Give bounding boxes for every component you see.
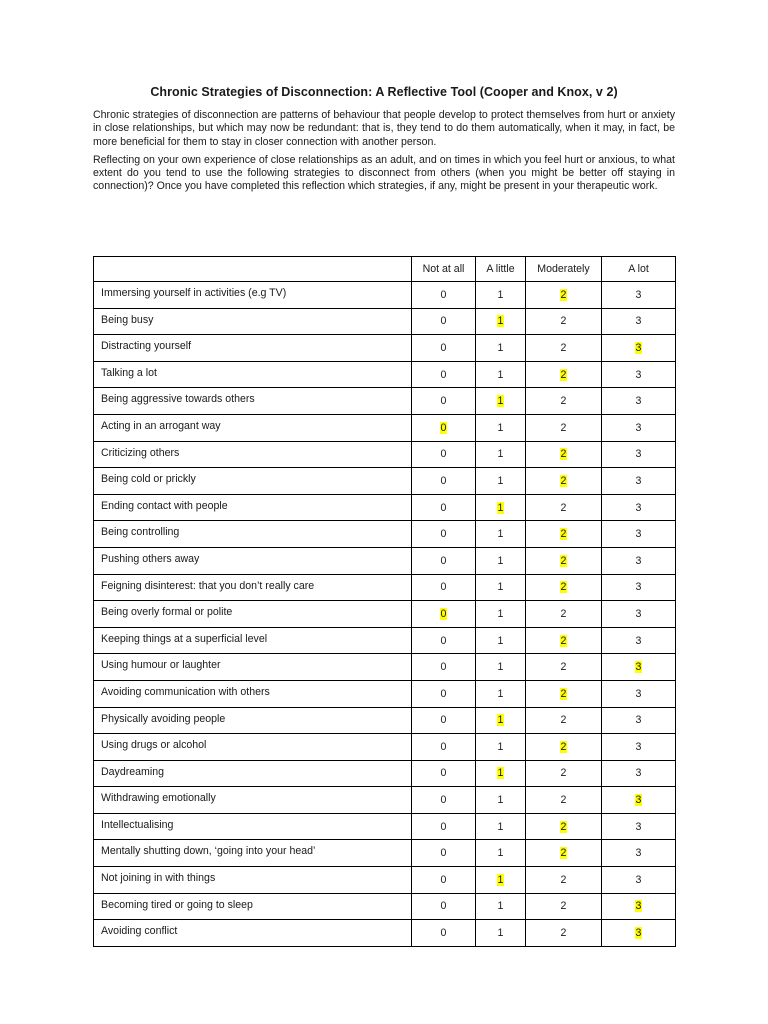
- rating-value: 1: [497, 900, 504, 913]
- rating-cell[interactable]: [602, 521, 676, 548]
- rating-value-selected: 3: [635, 927, 642, 940]
- rating-cell[interactable]: [476, 308, 526, 335]
- rating-cell[interactable]: [526, 574, 602, 601]
- rating-value: 2: [560, 714, 567, 727]
- rating-value-selected: 2: [560, 634, 567, 647]
- rating-cell[interactable]: [412, 813, 476, 840]
- table-header-row: [94, 257, 676, 282]
- rating-value: 2: [560, 927, 567, 940]
- rating-cell[interactable]: [476, 867, 526, 894]
- rating-value: 0: [440, 288, 447, 301]
- rating-cell[interactable]: [476, 494, 526, 521]
- rating-value: 3: [635, 368, 642, 381]
- table-row: [94, 867, 676, 894]
- table-row: [94, 468, 676, 495]
- table-row: [94, 734, 676, 761]
- rating-value-selected: 1: [497, 714, 504, 727]
- rating-value: 0: [440, 634, 447, 647]
- rating-cell[interactable]: [526, 282, 602, 309]
- header-a-little: A little: [476, 257, 526, 282]
- rating-value: 3: [635, 421, 642, 434]
- strategy-label: Not joining in with things: [94, 867, 412, 894]
- rating-cell[interactable]: [476, 601, 526, 628]
- rating-value: 3: [635, 820, 642, 833]
- rating-value-selected: 2: [560, 687, 567, 700]
- rating-value: 2: [560, 341, 567, 354]
- rating-cell[interactable]: [602, 734, 676, 761]
- rating-value-selected: 2: [560, 740, 567, 753]
- rating-value: 0: [440, 820, 447, 833]
- rating-value-selected: 1: [497, 315, 504, 328]
- rating-cell[interactable]: [526, 494, 602, 521]
- rating-value: 0: [440, 554, 447, 567]
- rating-value: 0: [440, 501, 447, 514]
- rating-value: 0: [440, 714, 447, 727]
- rating-value-selected: 1: [497, 501, 504, 514]
- header-strategy: [94, 257, 412, 282]
- rating-value-selected: 3: [635, 341, 642, 354]
- rating-value: 0: [440, 315, 447, 328]
- rating-cell[interactable]: [602, 787, 676, 814]
- rating-value-selected: 0: [440, 607, 447, 620]
- rating-value-selected: 2: [560, 581, 567, 594]
- rating-cell[interactable]: [602, 760, 676, 787]
- table-row: [94, 547, 676, 574]
- rating-value-selected: 1: [497, 767, 504, 780]
- strategy-label: Ending contact with people: [94, 494, 412, 521]
- rating-value: 3: [635, 873, 642, 886]
- rating-cell[interactable]: [602, 468, 676, 495]
- rating-value: 1: [497, 448, 504, 461]
- strategy-label: Acting in an arrogant way: [94, 414, 412, 441]
- rating-cell[interactable]: [602, 920, 676, 947]
- table-row: [94, 414, 676, 441]
- rating-value: 3: [635, 528, 642, 541]
- strategy-label: Avoiding conflict: [94, 920, 412, 947]
- rating-cell[interactable]: [526, 787, 602, 814]
- rating-cell[interactable]: [476, 388, 526, 415]
- rating-value: 3: [635, 634, 642, 647]
- table-row: [94, 893, 676, 920]
- rating-value: 1: [497, 634, 504, 647]
- table-row: [94, 335, 676, 362]
- rating-value: 3: [635, 581, 642, 594]
- strategy-label: Using drugs or alcohol: [94, 734, 412, 761]
- rating-cell[interactable]: [412, 521, 476, 548]
- rating-cell[interactable]: [412, 893, 476, 920]
- strategy-label: Avoiding communication with others: [94, 680, 412, 707]
- table-row: [94, 813, 676, 840]
- rating-value: 3: [635, 288, 642, 301]
- rating-cell[interactable]: [602, 441, 676, 468]
- rating-cell[interactable]: [602, 627, 676, 654]
- table-row: [94, 760, 676, 787]
- rating-cell[interactable]: [476, 734, 526, 761]
- strategy-label: Distracting yourself: [94, 335, 412, 362]
- rating-cell[interactable]: [476, 760, 526, 787]
- table-row: [94, 920, 676, 947]
- header-not-at-all: Not at all: [412, 257, 476, 282]
- rating-cell[interactable]: [412, 574, 476, 601]
- strategy-label: Becoming tired or going to sleep: [94, 893, 412, 920]
- rating-cell[interactable]: [412, 734, 476, 761]
- rating-cell[interactable]: [476, 282, 526, 309]
- rating-cell[interactable]: [412, 414, 476, 441]
- rating-cell[interactable]: [476, 521, 526, 548]
- rating-cell[interactable]: [476, 920, 526, 947]
- strategy-label: Being aggressive towards others: [94, 388, 412, 415]
- rating-value-selected: 2: [560, 847, 567, 860]
- table-body: [94, 282, 676, 947]
- strategy-label: Daydreaming: [94, 760, 412, 787]
- strategy-label: Being controlling: [94, 521, 412, 548]
- rating-cell[interactable]: [526, 521, 602, 548]
- rating-value: 2: [560, 607, 567, 620]
- rating-cell[interactable]: [412, 920, 476, 947]
- rating-value: 2: [560, 767, 567, 780]
- rating-value-selected: 2: [560, 288, 567, 301]
- rating-cell[interactable]: [602, 867, 676, 894]
- table-row: [94, 654, 676, 681]
- rating-cell[interactable]: [526, 840, 602, 867]
- rating-cell[interactable]: [412, 654, 476, 681]
- strategy-label: Talking a lot: [94, 361, 412, 388]
- rating-cell[interactable]: [602, 813, 676, 840]
- table-row: [94, 840, 676, 867]
- rating-cell[interactable]: [526, 468, 602, 495]
- rating-cell[interactable]: [526, 414, 602, 441]
- rating-cell[interactable]: [526, 813, 602, 840]
- header-a-lot: A lot: [602, 257, 676, 282]
- table-row: [94, 361, 676, 388]
- rating-value: 0: [440, 900, 447, 913]
- rating-cell[interactable]: [526, 654, 602, 681]
- rating-value: 3: [635, 687, 642, 700]
- rating-value-selected: 1: [497, 873, 504, 886]
- rating-value: 2: [560, 794, 567, 807]
- rating-cell[interactable]: [602, 601, 676, 628]
- rating-cell[interactable]: [476, 441, 526, 468]
- rating-value-selected: 3: [635, 794, 642, 807]
- rating-value-selected: 1: [497, 395, 504, 408]
- rating-value: 1: [497, 368, 504, 381]
- rating-cell[interactable]: [526, 867, 602, 894]
- rating-value: 1: [497, 554, 504, 567]
- rating-cell[interactable]: [526, 734, 602, 761]
- rating-value-selected: 2: [560, 528, 567, 541]
- rating-cell[interactable]: [526, 760, 602, 787]
- rating-value: 1: [497, 341, 504, 354]
- table-row: [94, 707, 676, 734]
- strategies-table: [93, 256, 676, 947]
- rating-cell[interactable]: [476, 893, 526, 920]
- rating-value: 3: [635, 767, 642, 780]
- header-moderately: Moderately: [526, 257, 602, 282]
- rating-value-selected: 2: [560, 368, 567, 381]
- rating-cell[interactable]: [412, 707, 476, 734]
- rating-value: 1: [497, 820, 504, 833]
- rating-value: 2: [560, 873, 567, 886]
- rating-cell[interactable]: [476, 547, 526, 574]
- rating-cell[interactable]: [476, 574, 526, 601]
- rating-cell[interactable]: [476, 680, 526, 707]
- rating-value: 1: [497, 607, 504, 620]
- rating-cell[interactable]: [526, 707, 602, 734]
- document-page: [93, 85, 675, 194]
- rating-value: 3: [635, 847, 642, 860]
- table-row: [94, 494, 676, 521]
- rating-value: 3: [635, 474, 642, 487]
- strategy-label: Pushing others away: [94, 547, 412, 574]
- strategy-label: Withdrawing emotionally: [94, 787, 412, 814]
- table-row: [94, 441, 676, 468]
- rating-value: 0: [440, 395, 447, 408]
- document-title: Chronic Strategies of Disconnection: A Reflective Tool (Cooper and Knox, v 2): [150, 85, 618, 99]
- rating-cell[interactable]: [526, 680, 602, 707]
- rating-value-selected: 2: [560, 554, 567, 567]
- strategy-label: Being cold or prickly: [94, 468, 412, 495]
- table-row: [94, 787, 676, 814]
- strategy-label: Intellectualising: [94, 813, 412, 840]
- strategy-label: Being busy: [94, 308, 412, 335]
- rating-cell[interactable]: [412, 627, 476, 654]
- rating-cell[interactable]: [526, 601, 602, 628]
- rating-value: 1: [497, 581, 504, 594]
- rating-value: 3: [635, 607, 642, 620]
- rating-value-selected: 2: [560, 448, 567, 461]
- rating-value: 1: [497, 421, 504, 434]
- rating-value: 0: [440, 448, 447, 461]
- rating-cell[interactable]: [526, 627, 602, 654]
- rating-value: 0: [440, 687, 447, 700]
- rating-cell[interactable]: [602, 707, 676, 734]
- table-row: [94, 601, 676, 628]
- rating-value: 1: [497, 288, 504, 301]
- rating-value: 2: [560, 315, 567, 328]
- strategy-label: Immersing yourself in activities (e.g TV): [94, 282, 412, 309]
- rating-value: 0: [440, 873, 447, 886]
- rating-cell[interactable]: [412, 840, 476, 867]
- rating-cell[interactable]: [526, 308, 602, 335]
- rating-value-selected: 3: [635, 900, 642, 913]
- rating-value: 1: [497, 661, 504, 674]
- rating-cell[interactable]: [412, 388, 476, 415]
- rating-cell[interactable]: [412, 547, 476, 574]
- intro-paragraph: Chronic strategies of disconnection are patterns of behaviour that people develop to protect themselves from hurt or anxiety in close relationships, but which may now be redundant: that is, they tend to do them automatically, when it may, in fact, be more beneficial for them to stay in closer connection with another person.: [93, 109, 675, 148]
- table-row: [94, 627, 676, 654]
- instruction-paragraph: Reflecting on your own experience of close relationships as an adult, and on times in which you feel hurt or anxious, to what extent do you tend to use the following strategies to disconnect from others (when you might be better off staying in connection)? Once you have completed this reflection which strategies, if any, might be present in your therapeutic work.: [93, 153, 675, 193]
- rating-cell[interactable]: [602, 335, 676, 362]
- rating-value: 3: [635, 448, 642, 461]
- rating-cell[interactable]: [476, 707, 526, 734]
- rating-cell[interactable]: [526, 920, 602, 947]
- rating-cell[interactable]: [526, 441, 602, 468]
- rating-cell[interactable]: [602, 494, 676, 521]
- table-row: [94, 388, 676, 415]
- rating-value-selected: 2: [560, 474, 567, 487]
- rating-cell[interactable]: [476, 654, 526, 681]
- rating-value: 0: [440, 341, 447, 354]
- rating-value: 1: [497, 687, 504, 700]
- rating-cell[interactable]: [602, 414, 676, 441]
- rating-value: 1: [497, 794, 504, 807]
- table-row: [94, 521, 676, 548]
- rating-value-selected: 0: [440, 421, 447, 434]
- rating-cell[interactable]: [602, 680, 676, 707]
- rating-value: 2: [560, 421, 567, 434]
- rating-cell[interactable]: [526, 361, 602, 388]
- rating-cell[interactable]: [526, 388, 602, 415]
- rating-value: 3: [635, 714, 642, 727]
- strategy-label: Being overly formal or polite: [94, 601, 412, 628]
- rating-cell[interactable]: [602, 361, 676, 388]
- rating-value: 0: [440, 794, 447, 807]
- rating-value: 0: [440, 474, 447, 487]
- rating-value: 0: [440, 927, 447, 940]
- rating-value: 2: [560, 900, 567, 913]
- strategy-label: Physically avoiding people: [94, 707, 412, 734]
- rating-value: 0: [440, 528, 447, 541]
- strategy-label: Using humour or laughter: [94, 654, 412, 681]
- rating-value: 0: [440, 847, 447, 860]
- strategy-label: Mentally shutting down, ‘going into your head’: [94, 840, 412, 867]
- rating-value: 0: [440, 740, 447, 753]
- rating-value: 3: [635, 554, 642, 567]
- rating-cell[interactable]: [602, 654, 676, 681]
- rating-cell[interactable]: [476, 361, 526, 388]
- rating-cell[interactable]: [412, 601, 476, 628]
- rating-cell[interactable]: [602, 282, 676, 309]
- rating-cell[interactable]: [526, 335, 602, 362]
- rating-cell[interactable]: [412, 308, 476, 335]
- table-row: [94, 680, 676, 707]
- rating-cell[interactable]: [412, 760, 476, 787]
- rating-value: 1: [497, 847, 504, 860]
- rating-cell[interactable]: [602, 893, 676, 920]
- rating-cell[interactable]: [412, 361, 476, 388]
- rating-cell[interactable]: [476, 813, 526, 840]
- rating-value: 1: [497, 528, 504, 541]
- rating-value-selected: 3: [635, 661, 642, 674]
- rating-value: 0: [440, 581, 447, 594]
- rating-value: 3: [635, 315, 642, 328]
- rating-cell[interactable]: [602, 388, 676, 415]
- strategy-label: Criticizing others: [94, 441, 412, 468]
- rating-value: 3: [635, 501, 642, 514]
- rating-cell[interactable]: [476, 414, 526, 441]
- rating-cell[interactable]: [602, 574, 676, 601]
- rating-value: 1: [497, 927, 504, 940]
- rating-value-selected: 2: [560, 820, 567, 833]
- rating-value: 0: [440, 661, 447, 674]
- rating-cell[interactable]: [602, 308, 676, 335]
- strategy-label: Keeping things at a superficial level: [94, 627, 412, 654]
- rating-value: 0: [440, 368, 447, 381]
- rating-value: 2: [560, 501, 567, 514]
- rating-cell[interactable]: [476, 468, 526, 495]
- table-row: [94, 574, 676, 601]
- rating-cell[interactable]: [476, 335, 526, 362]
- rating-cell[interactable]: [412, 282, 476, 309]
- table-row: [94, 308, 676, 335]
- rating-cell[interactable]: [412, 787, 476, 814]
- rating-value: 3: [635, 395, 642, 408]
- rating-cell[interactable]: [412, 468, 476, 495]
- rating-cell[interactable]: [412, 680, 476, 707]
- rating-value: 2: [560, 661, 567, 674]
- strategy-label: Feigning disinterest: that you don’t really care: [94, 574, 412, 601]
- rating-cell[interactable]: [412, 335, 476, 362]
- rating-cell[interactable]: [476, 840, 526, 867]
- rating-value: 0: [440, 767, 447, 780]
- rating-cell[interactable]: [412, 441, 476, 468]
- rating-value: 3: [635, 740, 642, 753]
- table-row: [94, 282, 676, 309]
- rating-cell[interactable]: [602, 547, 676, 574]
- rating-value: 1: [497, 474, 504, 487]
- rating-cell[interactable]: [476, 627, 526, 654]
- rating-value: 1: [497, 740, 504, 753]
- rating-cell[interactable]: [602, 840, 676, 867]
- rating-value: 2: [560, 395, 567, 408]
- rating-cell[interactable]: [412, 867, 476, 894]
- rating-cell[interactable]: [526, 893, 602, 920]
- rating-cell[interactable]: [476, 787, 526, 814]
- rating-cell[interactable]: [526, 547, 602, 574]
- rating-cell[interactable]: [412, 494, 476, 521]
